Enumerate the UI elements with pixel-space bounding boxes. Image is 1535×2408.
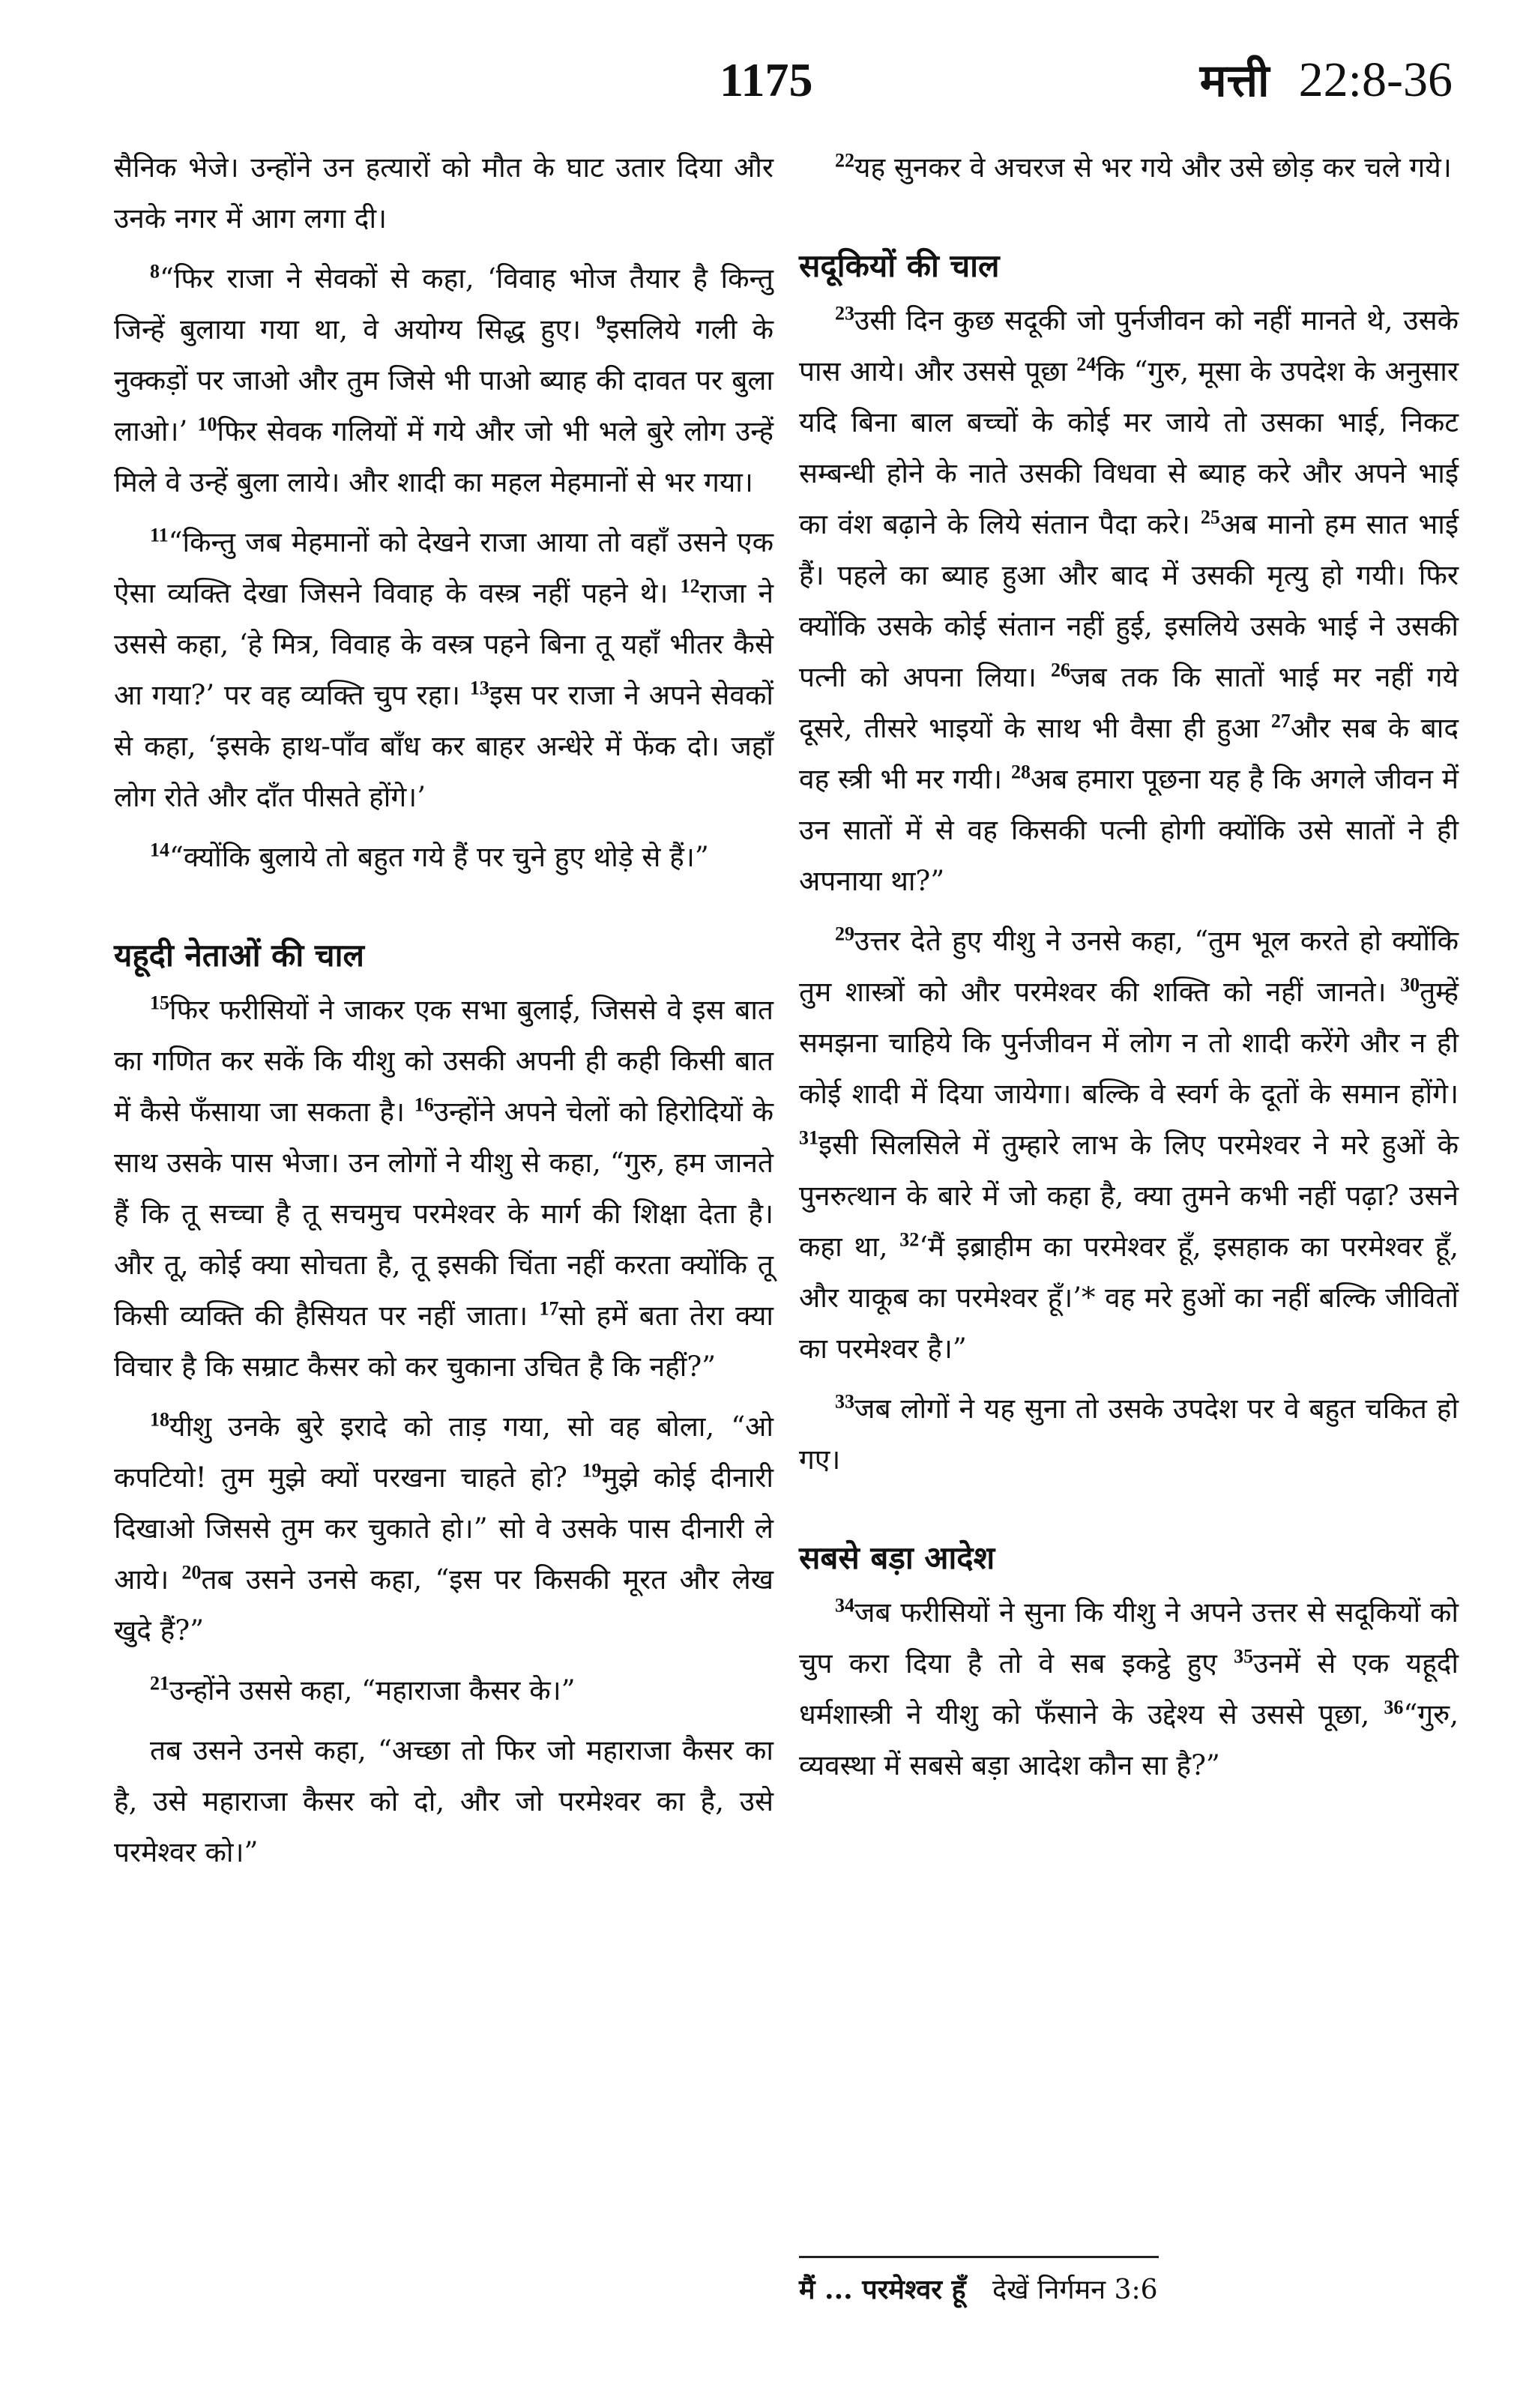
verse-text: ‘मैं इब्राहीम का परमेश्वर हूँ, इसहाक का परमेश्वर हूँ, और याकूब का परमेश्वर हूँ।’* वह मरे हुओं का नहीं बल्कि जीवितों का परमेश्वर है।” xyxy=(799,1231,1459,1365)
section-heading: सबसे बड़ा आदेश xyxy=(799,1539,995,1576)
verse-number: 27 xyxy=(1270,710,1291,732)
verse-number: 8 xyxy=(150,260,160,283)
verse-number: 25 xyxy=(1200,506,1220,528)
verse-number: 15 xyxy=(150,992,169,1014)
verse-text: इसी सिलसिले में तुम्हारे लाभ के लिए परमेश्वर ने मरे हुओं के पुनरुत्थान के बारे में जो कहा है, क्या तुमने कभी नहीं पढ़ा? उसने कहा था, xyxy=(799,1129,1459,1263)
verse-number: 21 xyxy=(150,1672,169,1695)
footnote xyxy=(799,2271,1459,2309)
verse-text: सो हमें बता तेरा क्या विचार है कि सम्राट कैसर को कर चुकाना उचित है कि नहीं?” xyxy=(114,1300,774,1383)
verse-number: 20 xyxy=(181,1561,202,1584)
verse-number: 11 xyxy=(150,524,169,546)
paragraph xyxy=(114,1665,773,1716)
verse-text: उन्होंने अपने चेलों को हिरोदियों के साथ उसके पास भेजा। उन लोगों ने यीशु से कहा, “गुरु, हम जानते हैं कि तू सच्चा है तू सचमुच परमेश्वर के मार्ग की शिक्षा देता है। और तू, कोई क्या सोचता है, तू इसकी चिंता नहीं करता क्योंकि तू किसी व्यक्ति की हैसियत पर नहीं जाता। xyxy=(114,1096,773,1332)
verse-text: यह सुनकर वे अचरज से भर गये और उसे छोड़ कर चले गये। xyxy=(854,151,1452,184)
verse-number: 28 xyxy=(1010,761,1031,783)
left-column xyxy=(114,142,773,1887)
right-column xyxy=(799,142,1459,1800)
verse-text: मुझे कोई दीनारी दिखाओ जिससे तुम कर चुकाते हो।” सो वे उसके पास दीनारी ले आये। xyxy=(114,1461,773,1596)
verse-text: इस पर राजा ने अपने सेवकों से कहा, ‘इसके हाथ-पाँव बाँध कर बाहर अन्धेरे में फेंक दो। जहाँ लोग रोते और दाँत पीसते होंगे।’ xyxy=(114,679,774,813)
verse-text: फिर सेवक गलियों में गये और जो भी भले बुरे लोग उन्हें मिले वे उन्हें बुला लाये। और शादी का महल मेहमानों से भर गया। xyxy=(114,415,773,498)
verse-text: उन्होंने उससे कहा, “महाराजा कैसर के।” xyxy=(169,1674,576,1707)
verse-text: तब उसने उनसे कहा, “इस पर किसकी मूरत और लेख खुदे हैं?” xyxy=(114,1563,773,1647)
verse-text: तुम्हें समझना चाहिये कि पुर्नजीवन में लोग न तो शादी करेंगे और न ही कोई शादी में दिया जायेगा। बल्कि वे स्वर्ग के दूतों के समान होंगे। xyxy=(799,976,1459,1110)
footnote-term: मैं ... परमेश्वर हूँ xyxy=(799,2274,966,2305)
verse-number: 33 xyxy=(835,1390,854,1413)
verse-number: 14 xyxy=(150,839,169,861)
paragraph xyxy=(799,295,1459,907)
paragraph xyxy=(114,517,773,823)
paragraph xyxy=(799,1587,1459,1791)
verse-text: फिर फरीसियों ने जाकर एक सभा बुलाई, जिससे वे इस बात का गणित कर सकें कि यीशु को उसकी अपनी ही कही किसी बात में कैसे फँसाया जा सकता है। xyxy=(114,994,773,1128)
verse-number: 10 xyxy=(197,413,217,435)
verse-number: 9 xyxy=(596,311,606,334)
verse-text: उसी दिन कुछ सदूकी जो पुर्नजीवन को नहीं मानते थे, उसके पास आये। और उससे पूछा xyxy=(799,304,1459,387)
verse-text: उत्तर देते हुए यीशु ने उनसे कहा, “तुम भूल करते हो क्योंकि तुम शास्त्रों को और परमेश्वर की शक्ति को नहीं जानते। xyxy=(799,925,1459,1008)
verse-number: 12 xyxy=(680,575,700,597)
running-head xyxy=(1200,48,1453,109)
verse-number: 23 xyxy=(835,302,854,325)
paragraph xyxy=(799,142,1459,193)
paragraph xyxy=(114,1725,773,1878)
verse-text: जब तक कि सातों भाई मर नहीं गये दूसरे, तीसरे भाइयों के साथ भी वैसा ही हुआ xyxy=(799,661,1459,744)
verse-number: 35 xyxy=(1234,1645,1254,1668)
verse-number: 31 xyxy=(799,1126,818,1149)
verse-number: 13 xyxy=(469,677,489,699)
verse-number: 19 xyxy=(582,1459,602,1482)
verse-number: 17 xyxy=(539,1297,559,1320)
verse-text: यीशु उनके बुरे इरादे को ताड़ गया, सो वह बोला, “ओ कपटियो! तुम मुझे क्यों परखना चाहते हो? xyxy=(114,1410,773,1494)
chapter-verse-range: 22:8-36 xyxy=(1298,52,1453,107)
verse-text: इसलिये गली के नुक्कड़ों पर जाओ और तुम जिसे भी पाओ ब्याह की दावत पर बुला लाओ।’ xyxy=(114,313,773,447)
verse-number: 29 xyxy=(835,923,854,945)
paragraph xyxy=(114,832,773,883)
verse-number: 34 xyxy=(835,1594,854,1617)
verse-text: कि “गुरु, मूसा के उपदेश के अनुसार यदि बिना बाल बच्चों के कोई मर जाये तो उसका भाई, निकट सम्बन्धी होने के नाते उसकी विधवा से ब्याह करे और अपने भाई का वंश बढ़ाने के लिये संतान पैदा करे। xyxy=(799,355,1459,540)
verse-number: 30 xyxy=(1400,974,1420,996)
verse-text: राजा ने उससे कहा, ‘हे मित्र, विवाह के वस्त्र पहने बिना तू यहाँ भीतर कैसे आ गया?’ पर वह व्यक्ति चुप रहा। xyxy=(114,577,773,711)
page-number: 1175 xyxy=(720,53,813,106)
verse-text: अब मानो हम सात भाई हैं। पहले का ब्याह हुआ और बाद में उसकी मृत्यु हो गयी। फिर क्योंकि उसके कोई संतान नहीं हुई, इसलिये उसके भाई ने उसकी पत्नी को अपना लिया। xyxy=(799,508,1459,693)
footnote-reference: देखें निर्गमन 3:6 xyxy=(992,2275,1158,2305)
paragraph xyxy=(799,916,1459,1375)
verse-text: जब फरीसियों ने सुना कि यीशु ने अपने उत्तर से सदूकियों को चुप करा दिया है तो वे सब इकट्ठे हुए xyxy=(799,1596,1459,1680)
verse-number: 18 xyxy=(150,1408,169,1431)
paragraph xyxy=(114,1401,773,1656)
verse-number: 16 xyxy=(414,1093,434,1116)
paragraph xyxy=(799,1383,1459,1485)
verse-text: “फिर राजा ने सेवकों से कहा, ‘विवाह भोज तैयार है किन्तु जिन्हें बुलाया गया था, वे अयोग्य सिद्ध हुए। xyxy=(114,262,773,345)
verse-number: 26 xyxy=(1050,659,1070,681)
paragraph xyxy=(114,985,773,1392)
verse-number: 24 xyxy=(1076,353,1097,375)
footnote-divider xyxy=(799,2256,1159,2258)
verse-number: 22 xyxy=(835,149,854,172)
paragraph xyxy=(114,142,773,244)
verse-text: सैनिक भेजे। उन्होंने उन हत्यारों को मौत के घाट उतार दिया और उनके नगर में आग लगा दी। xyxy=(114,151,773,235)
section-heading: यहूदी नेताओं की चाल xyxy=(114,937,364,974)
verse-number: 32 xyxy=(899,1228,920,1251)
verse-text: अब हमारा पूछना यह है कि अगले जीवन में उन सातों में से वह किसकी पत्नी होगी क्योंकि उसे सातों ने ही अपनाया था?” xyxy=(799,763,1459,897)
paragraph xyxy=(114,253,773,508)
verse-text: “गुरु, व्यवस्था में सबसे बड़ा आदेश कौन सा है?” xyxy=(799,1698,1459,1781)
verse-text: तब उसने उनसे कहा, “अच्छा तो फिर जो महाराजा कैसर का है, उसे महाराजा कैसर को दो, और जो परमेश्वर का है, उसे परमेश्वर को।” xyxy=(114,1734,773,1868)
verse-text: और सब के बाद वह स्त्री भी मर गयी। xyxy=(799,712,1459,795)
verse-number: 36 xyxy=(1384,1696,1404,1719)
book-name: मत्ती xyxy=(1199,55,1270,107)
section-heading: सदूकियों की चाल xyxy=(799,247,1000,284)
verse-text: “क्योंकि बुलाये तो बहुत गये हैं पर चुने हुए थोड़े से हैं।” xyxy=(169,841,709,873)
verse-text: उनमें से एक यहूदी धर्मशास्त्री ने यीशु को फँसाने के उद्देश्य से उससे पूछा, xyxy=(799,1647,1459,1730)
verse-text: “किन्तु जब मेहमानों को देखने राजा आया तो वहाँ उसने एक ऐसा व्यक्ति देखा जिसने विवाह के वस्त्र नहीं पहने थे। xyxy=(114,526,773,609)
verse-text: जब लोगों ने यह सुना तो उसके उपदेश पर वे बहुत चकित हो गए। xyxy=(799,1392,1459,1476)
